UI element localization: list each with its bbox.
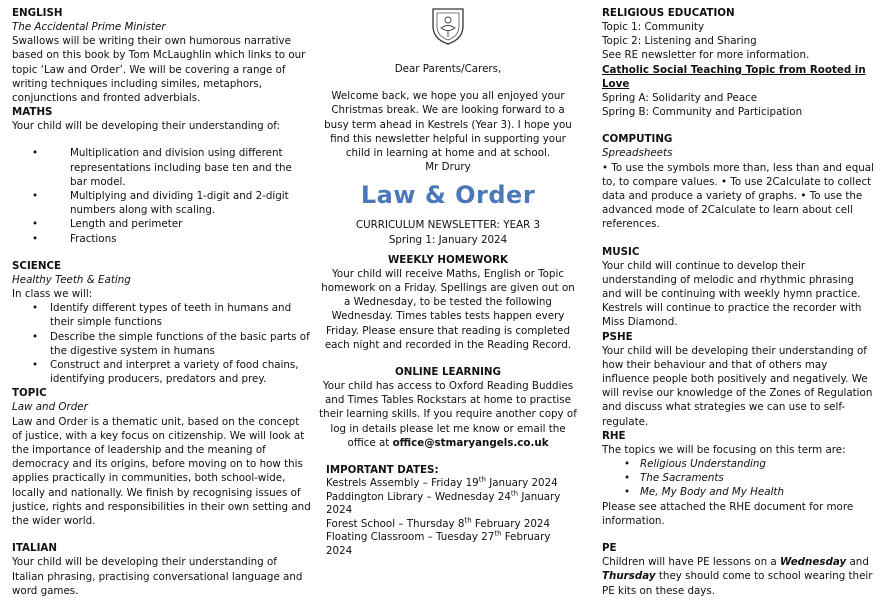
topic-section [12,386,312,528]
pshe-heading: PSHE [602,330,633,343]
maths-list [12,146,312,245]
maths-heading: MATHS [12,106,53,119]
maths-intro: Your child will be developing their understanding of: [12,120,281,133]
date-item: Floating Classroom – Tuesday 27th February 2024 [326,529,551,557]
topic-heading: TOPIC [12,387,47,400]
science-intro: In class we will: [12,288,93,301]
date-item: Forest School – Thursday 8th February 2024 [326,516,551,530]
italian-section [12,541,312,598]
newsletter-label: CURRICULUM NEWSLETTER: YEAR 3 [355,219,541,232]
rhe-list [602,457,874,500]
computing-subtitle: Spreadsheets [602,147,673,160]
list-item: • Identify different types of teeth in humans and their simple functions [12,301,312,329]
topic-body: Law and Order is a thematic unit, based on the concept of justice, with a key focus on citizenship. We will look at the importance of leadership and the meaning of democracy and its origins, before moving on to how this applies practically in communities, both school-wide, locally and nationally. We finish by recognising issues of justice, rights and responsibilities in their own setting and the wider world. [12,415,311,528]
re-heading: RELIGIOUS EDUCATION [602,7,735,19]
computing-body: • To use the symbols more than, less than and equal to, to compare values. • To use 2Calculate to collect data and produce a variety of graphs. • To use the advanced mode of 2Calculate to learn about cell references. [602,161,874,231]
school-crest-icon [429,6,467,46]
english-body: Swallows will be writing their own humorous narrative based on this book by Tom McLaughlin which links to our topic ‘Law and Order’. We will be covering a range of writing techniques including similes, metaphors, conjunctions and fronted adverbials. [12,35,306,105]
list-item: • The Sacraments [602,471,874,485]
homework-body: Your child will receive Maths, English or Topic homework on a Friday. Spellings are given out on a Wednesday, to be tested the following Wednesday. Times tables tests happen every Friday. Please ensure that reading is completed each night and recorded in the Reading Record. [321,267,575,351]
topic-subtitle: Law and Order [12,401,88,414]
list-item: • Length and perimeter [12,217,312,231]
middle-column [318,6,578,558]
list-item: • Construct and interpret a variety of food chains, identifying producers, predators and prey. [12,358,312,386]
spacer [318,450,578,463]
cst-line: Spring A: Solidarity and Peace [602,92,758,105]
list-item: • Multiplying and dividing 1-digit and 2-digit numbers along with scaling. [12,189,312,217]
re-line: See RE newsletter for more information. [602,49,810,62]
online-section [318,365,578,450]
pshe-section [602,330,874,429]
re-line: Topic 2: Listening and Sharing [602,35,757,48]
rhe-note: Please see attached the RHE document for more information. [602,500,854,527]
computing-section [602,132,874,231]
newsletter-title: Law & Order [360,181,536,210]
spacer [318,76,578,89]
online-body [318,379,578,450]
date-item: Kestrels Assembly – Friday 19th January 2024 [326,475,558,490]
list-item: • Me, My Body and My Health [602,485,874,499]
dates-section [318,463,578,558]
right-column [602,6,874,598]
maths-section [12,105,312,246]
english-subtitle: The Accidental Prime Minister [12,21,166,33]
spacer [12,246,312,259]
left-column [12,6,312,598]
dates-heading: IMPORTANT DATES: [326,464,439,477]
english-section [12,6,312,105]
list-item: • Fractions [12,232,312,246]
re-line: Topic 1: Community [602,21,705,33]
cst-line: Spring B: Community and Participation [602,106,803,119]
italian-heading: ITALIAN [12,542,58,555]
spacer [12,133,312,146]
science-subtitle: Healthy Teeth & Eating [12,273,131,286]
letter-body: Welcome back, we hope you all enjoyed your Christmas break. We are looking forward to a busy term ahead in Kestrels (Year 3). I hope you find this newsletter helpful in supporting your child in learning at home and at school. [324,90,572,160]
homework-section [318,253,578,352]
pe-day-2: Thursday [602,570,656,583]
online-heading: ONLINE LEARNING [394,366,501,379]
list-item: • Religious Understanding [602,457,874,471]
rhe-intro: The topics we will be focusing on this term are: [602,443,846,456]
science-list [12,301,312,386]
rhe-heading: RHE [602,429,626,442]
italian-body: Your child will be developing their understanding of Italian phrasing, practising conversational language and word games. [12,556,303,597]
spacer [318,352,578,365]
online-body-text: Your child has access to Oxford Reading Buddies and Times Tables Rockstars at home to practise their learning skills. If you require another copy of log in details please let me know or email the office at [319,380,577,449]
date-item: Paddington Library – Wednesday 24th January 2024 [326,489,561,517]
spacer [602,232,874,245]
music-heading: MUSIC [602,245,640,258]
pe-heading: PE [602,542,617,555]
pe-day-1: Wednesday [780,556,847,569]
letter-greeting: Dear Parents/Carers, [394,63,502,75]
letter-signoff: Mr Drury [425,161,471,174]
list-item: • Describe the simple functions of the basic parts of the digestive system in humans [12,330,312,358]
pshe-body: Your child will be developing their understanding of how their behaviour and that of others may influence people both positively and negatively. We will revise our knowledge of the Zones of Regulation and discuss what strategies we can use to self-regulate. [602,344,873,428]
re-section [602,6,874,119]
spacer [602,528,874,541]
newsletter-term: Spring 1: January 2024 [388,233,508,246]
music-section [602,245,874,330]
science-section [12,259,312,387]
spacer [602,119,874,132]
homework-heading: WEEKLY HOMEWORK [387,253,509,266]
cst-heading: Catholic Social Teaching Topic from Rooted in Love [602,63,866,90]
list-item: • Multiplication and division using different representations including base ten and the bar model. [12,146,312,189]
music-body: Your child will continue to develop their understanding of melodic and rhythmic phrasing and will be continuing with weekly hymn practice. Kestrels will continue to practice the recorder with Miss Diamond. [602,259,862,329]
science-heading: SCIENCE [12,259,62,272]
office-email-link[interactable]: office@stmaryangels.co.uk [392,436,549,449]
computing-heading: COMPUTING [602,133,673,146]
pe-body: Children will have PE lessons on a Wednesday and Thursday they should come to school wearing their PE kits on these days. [602,556,873,597]
spacer [12,528,312,541]
pe-section [602,541,874,598]
rhe-section [602,429,874,528]
english-heading: ENGLISH [12,7,63,19]
